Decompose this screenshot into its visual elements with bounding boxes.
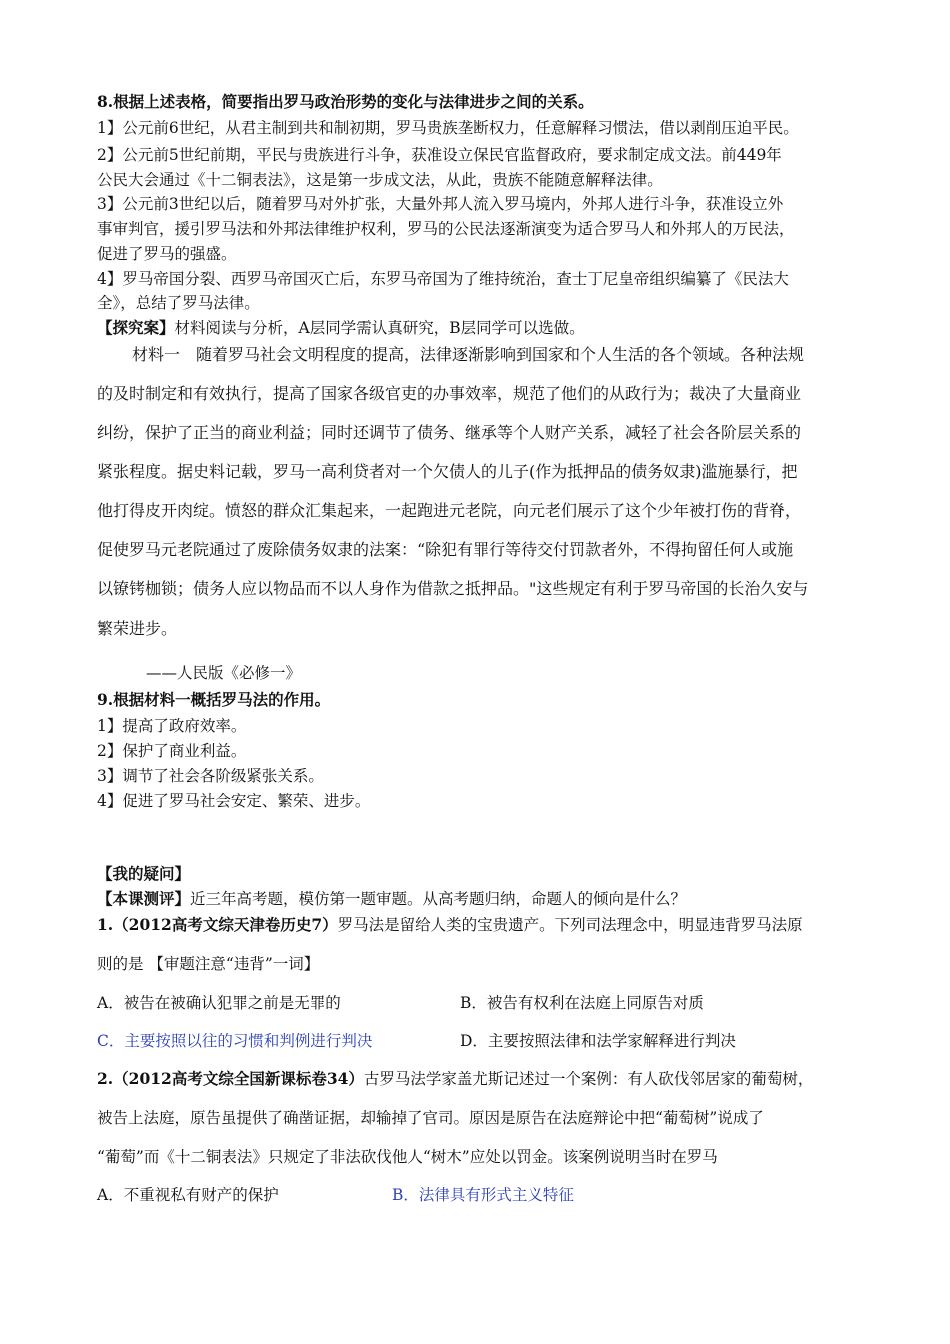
q2-option-a: A．不重视私有财产的保护 — [97, 1186, 279, 1204]
answer-8-4-line2: 全》，总结了罗马法律。 — [97, 294, 260, 312]
explore-line — [97, 317, 585, 339]
question-8: 8.根据上述表格，简要指出罗马政治形势的变化与法律进步之间的关系。 — [97, 92, 594, 111]
q2-source: 2.（2012高考文综全国新课标卷34） — [97, 1069, 364, 1088]
q2-stem-line2: 被告上法庭，原告虽提供了确凿证据，却输掉了官司。原因是原告在法庭辩论中把“葡萄树”说成了 — [97, 1109, 764, 1127]
review-line — [97, 888, 686, 910]
q1-option-d: D．主要按照法律和法学家解释进行判决 — [460, 1032, 736, 1050]
answer-8-3-line2: 事审判官，援引罗马法和外邦法律维护权利，罗马的公民法逐渐演变为适合罗马人和外邦人的万民法， — [97, 220, 795, 238]
q1-option-c: C．主要按照以往的习惯和判例进行判决 — [97, 1032, 373, 1050]
explore-intro: 材料阅读与分析，A层同学需认真研究，B层同学可以选做。 — [174, 319, 585, 337]
q1-stem-line1 — [97, 914, 803, 936]
material-line-3: 纠纷，保护了正当的商业利益；同时还调节了债务、继承等个人财产关系，减轻了社会各阶层关系的 — [97, 423, 802, 442]
q1-option-a: A．被告在被确认犯罪之前是无罪的 — [97, 994, 341, 1012]
answer-8-3-line3: 促进了罗马的强盛。 — [97, 245, 237, 263]
answer-9-2: 2】保护了商业利益。 — [97, 742, 247, 760]
answer-8-1: 1】公元前6世纪，从君主制到共和制初期，罗马贵族垄断权力，任意解释习惯法，借以剥削压迫平民。 — [97, 119, 799, 137]
review-heading: 【本课测评】 — [97, 889, 191, 908]
material-line-7: 以镣铐枷锁；债务人应以物品而不以人身作为借款之抵押品。"这些规定有利于罗马帝国的长治久安与 — [97, 579, 809, 598]
q2-stem-line3: “葡萄”而《十二铜表法》只规定了非法砍伐他人“树木”应处以罚金。该案例说明当时在罗马 — [97, 1148, 718, 1166]
answer-8-2-line2: 公民大会通过《十二铜表法》，这是第一步成文法，从此，贵族不能随意解释法律。 — [97, 171, 663, 189]
doubts-heading: 【我的疑问】 — [97, 864, 191, 883]
q1-source: 1.（2012高考文综天津卷历史7） — [97, 915, 338, 934]
q2-stem: 古罗马法学家盖尤斯记述过一个案例：有人砍伐邻居家的葡萄树， — [363, 1070, 814, 1088]
material-line-6: 促使罗马元老院通过了废除债务奴隶的法案：“除犯有罪行等待交付罚款者外，不得拘留任何人或施 — [97, 540, 794, 559]
answer-8-3-line1: 3】公元前3世纪以后，随着罗马对外扩张，大量外邦人流入罗马境内，外邦人进行斗争，获准设立外 — [97, 195, 784, 213]
answer-9-1: 1】提高了政府效率。 — [97, 717, 247, 735]
material-line-8: 繁荣进步。 — [97, 619, 178, 638]
material-line-4: 紧张程度。据史料记载，罗马一高利贷者对一个欠债人的儿子(作为抵押品的债务奴隶)滥施暴行，把 — [97, 462, 798, 481]
answer-8-2-line1: 2】公元前5世纪前期，平民与贵族进行斗争，获准设立保民官监督政府，要求制定成文法。前449年 — [97, 146, 782, 164]
material-line-1: 材料一 随着罗马社会文明程度的提高，法律逐渐影响到国家和个人生活的各个领域。各种法规 — [132, 345, 805, 364]
answer-9-4: 4】促进了罗马社会安定、繁荣、进步。 — [97, 792, 371, 810]
answer-9-3: 3】调节了社会各阶级紧张关系。 — [97, 767, 324, 785]
question-9: 9.根据材料一概括罗马法的作用。 — [97, 690, 331, 709]
explore-heading: 【探究案】 — [97, 318, 175, 337]
material-line-2: 的及时制定和有效执行，提高了国家各级官吏的办事效率，规范了他们的从政行为；裁决了大量商业 — [97, 384, 802, 403]
q1-stem: 罗马法是留给人类的宝贵遗产。下列司法理念中，明显违背罗马法原 — [337, 916, 803, 934]
material-source: ——人民版《必修一》 — [146, 664, 302, 682]
q1-option-b: B．被告有权利在法庭上同原告对质 — [460, 994, 704, 1012]
q2-stem-line1 — [97, 1068, 813, 1090]
q2-option-b: B．法律具有形式主义特征 — [392, 1186, 574, 1204]
material-line-5: 他打得皮开肉绽。愤怒的群众汇集起来，一起跑进元老院，向元老们展示了这个少年被打伤的背脊， — [97, 501, 802, 520]
answer-8-4-line1: 4】罗马帝国分裂、西罗马帝国灭亡后，东罗马帝国为了维持统治，查士丁尼皇帝组织编纂了《民法大 — [97, 270, 789, 288]
q1-stem-line2: 则的是 【审题注意“违背”一词】 — [97, 955, 320, 973]
review-intro: 近三年高考题，模仿第一题审题。从高考题归纳，命题人的倾向是什么？ — [190, 890, 687, 908]
